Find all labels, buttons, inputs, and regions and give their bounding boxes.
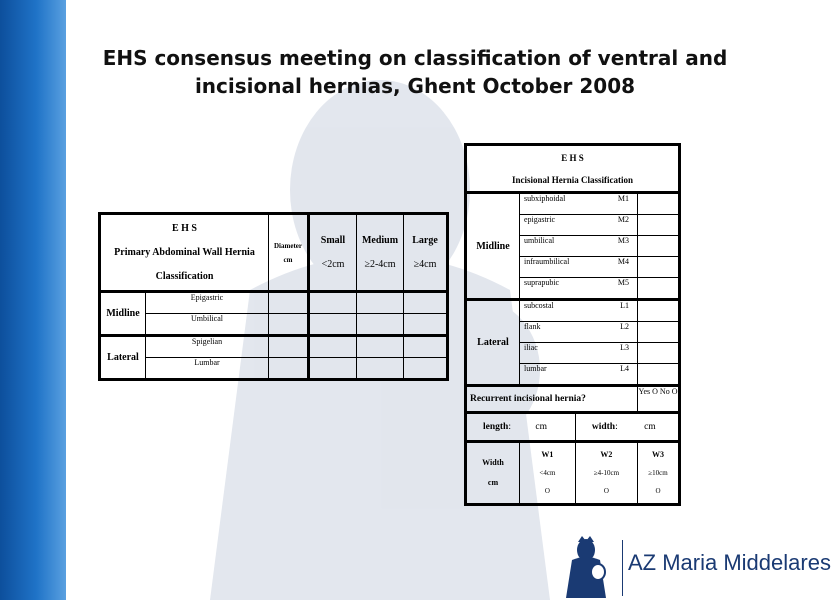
az-maria-middelares-logo <box>562 536 831 598</box>
width-mark: O <box>544 487 550 495</box>
cell <box>357 358 404 380</box>
cell <box>357 314 404 336</box>
left-accent-bar <box>0 0 66 600</box>
row-suprapubic <box>520 278 638 300</box>
width-row-label <box>466 442 520 505</box>
size-label: Large <box>412 234 438 246</box>
location-label: umbilical <box>524 236 555 245</box>
incisional-hernia-table <box>464 143 681 506</box>
location-code: L3 <box>620 343 629 352</box>
width-cell: width: cm <box>575 413 679 442</box>
location-code: L4 <box>620 364 629 373</box>
width-mark: O <box>655 487 661 495</box>
location-code: M5 <box>617 278 629 287</box>
location-code: M4 <box>617 257 629 266</box>
size-range: <2cm <box>321 258 345 270</box>
group-lateral: Lateral <box>466 300 520 386</box>
location-code: M2 <box>617 215 629 224</box>
location-label: flank <box>524 322 541 331</box>
cell <box>638 322 680 343</box>
incisional-table-header <box>466 145 680 193</box>
logo-separator <box>622 540 623 596</box>
cell <box>404 336 448 358</box>
group-midline: Midline <box>466 193 520 300</box>
header-ehs: E H S <box>171 222 197 234</box>
row-flank <box>520 322 638 343</box>
cell <box>638 343 680 364</box>
location-label: lumbar <box>524 364 547 373</box>
row-subxiphoidal <box>520 193 638 215</box>
width-mark: O <box>603 487 609 495</box>
title-line-1: EHS consensus meeting on classification of ventral and <box>102 46 728 70</box>
cell <box>357 292 404 314</box>
primary-table-header <box>100 214 269 292</box>
cell <box>357 336 404 358</box>
cell <box>638 215 680 236</box>
width-class-w1 <box>520 442 576 505</box>
size-small-header <box>309 214 357 292</box>
width-row-title: Width <box>482 458 504 467</box>
size-medium-header <box>357 214 404 292</box>
cell <box>269 314 309 336</box>
location-code: L2 <box>620 322 629 331</box>
size-range: ≥2-4cm <box>364 258 396 270</box>
header-subtitle: Classification <box>155 270 214 282</box>
length-cell: length: cm <box>466 413 576 442</box>
row-lumbar: Lumbar <box>146 358 269 380</box>
cell <box>638 193 680 215</box>
location-label: subxiphoidal <box>524 194 566 203</box>
row-infraumbilical <box>520 257 638 278</box>
cell <box>309 314 357 336</box>
cell <box>638 236 680 257</box>
width-row-unit: cm <box>487 478 499 487</box>
width-label: width <box>591 422 616 432</box>
width-class-w2 <box>575 442 637 505</box>
primary-hernia-table <box>98 212 449 381</box>
size-range: ≥4cm <box>413 258 437 270</box>
row-epigastric: Epigastric <box>146 292 269 314</box>
width-range: <4cm <box>539 469 556 477</box>
diameter-unit: cm <box>283 255 293 264</box>
width-code: W1 <box>541 450 554 459</box>
location-label: epigastric <box>524 215 556 224</box>
cell <box>269 358 309 380</box>
recurrent-yes-no-options: Yes O No O <box>638 386 680 413</box>
row-umbilical: Umbilical <box>146 314 269 336</box>
title-line-2: incisional hernias, Ghent October 2008 <box>194 74 636 98</box>
length-label: length <box>483 422 509 432</box>
width-class-w3 <box>638 442 680 505</box>
cell <box>638 257 680 278</box>
width-unit: cm <box>644 422 656 432</box>
width-code: W3 <box>652 450 664 459</box>
row-spigelian: Spigelian <box>146 336 269 358</box>
location-label: suprapubic <box>524 278 560 287</box>
madonna-emblem-icon <box>562 536 616 598</box>
group-lateral: Lateral <box>100 336 146 380</box>
cell <box>269 336 309 358</box>
row-epigastric <box>520 215 638 236</box>
header-title: Primary Abdominal Wall Hernia <box>114 246 255 258</box>
location-code: L1 <box>620 301 629 310</box>
location-label: subcostal <box>524 301 554 310</box>
group-midline: Midline <box>100 292 146 336</box>
width-code: W2 <box>600 450 613 459</box>
width-range: ≥10cm <box>648 469 668 477</box>
location-code: M1 <box>617 194 629 203</box>
row-umbilical <box>520 236 638 257</box>
cell <box>309 336 357 358</box>
cell <box>404 358 448 380</box>
cell <box>309 292 357 314</box>
location-label: iliac <box>524 343 538 352</box>
diameter-label: Diameter <box>274 241 302 250</box>
size-large-header <box>404 214 448 292</box>
slide-title <box>95 44 735 100</box>
location-code: M3 <box>617 236 629 245</box>
cell <box>404 292 448 314</box>
cell <box>638 278 680 300</box>
size-label: Small <box>320 234 346 246</box>
row-iliac <box>520 343 638 364</box>
recurrent-question: Recurrent incisional hernia? <box>466 386 638 413</box>
cell <box>309 358 357 380</box>
location-label: infraumbilical <box>524 257 570 266</box>
row-lumbar <box>520 364 638 386</box>
diameter-header <box>269 214 309 292</box>
length-unit: cm <box>535 422 547 432</box>
logo-text: AZ Maria Middelares <box>628 550 831 575</box>
size-label: Medium <box>361 234 399 246</box>
cell <box>269 292 309 314</box>
header-ehs: E H S <box>561 152 584 163</box>
cell <box>638 364 680 386</box>
row-subcostal <box>520 300 638 322</box>
header-title: Incisional Hernia Classification <box>511 174 633 185</box>
cell <box>638 300 680 322</box>
cell <box>404 314 448 336</box>
width-range: ≥4-10cm <box>593 469 620 477</box>
